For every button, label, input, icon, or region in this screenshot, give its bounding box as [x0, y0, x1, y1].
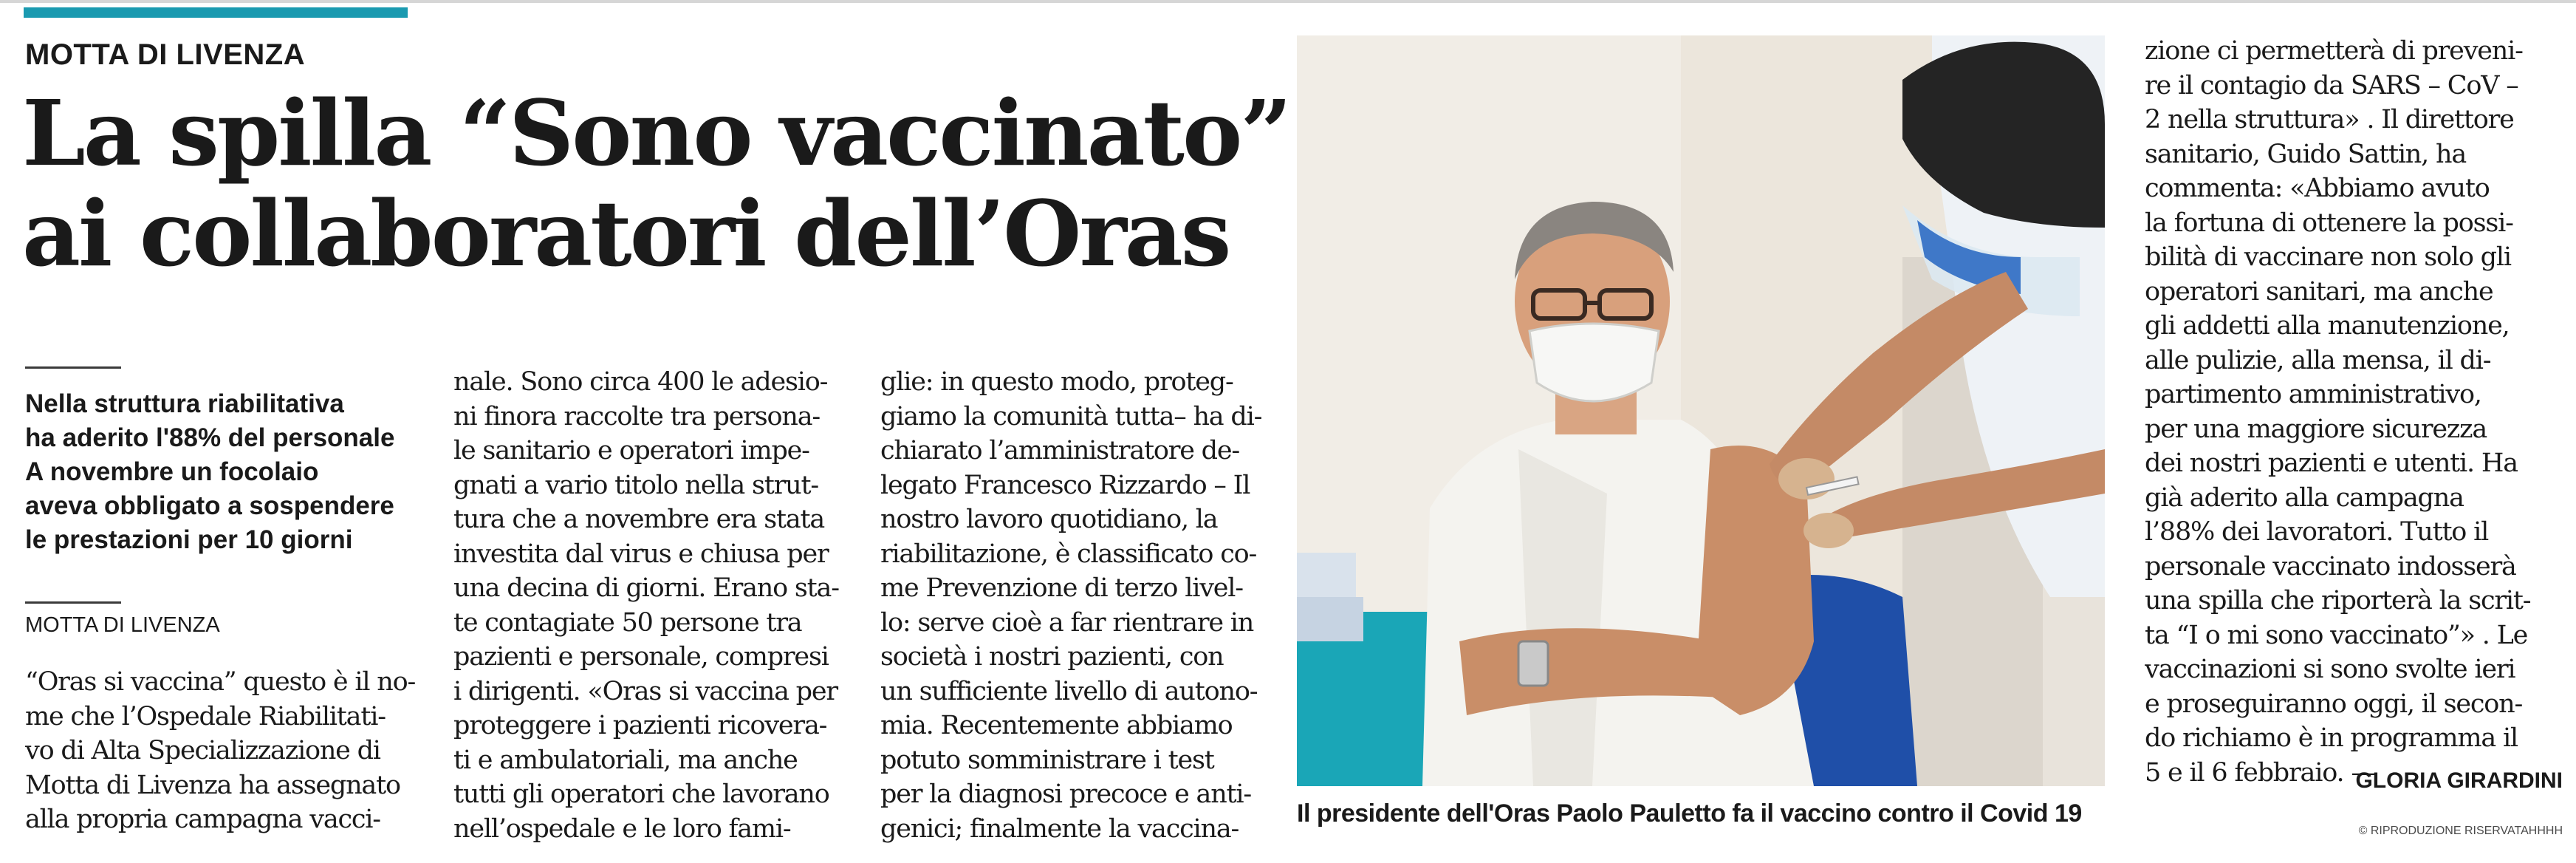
body-line: le sanitario e operatori impe-: [453, 436, 809, 465]
body-line: proteggere i pazienti ricovera-: [453, 711, 827, 740]
summary-line: A novembre un focolaio: [25, 457, 319, 486]
body-line: alla propria campagna vacci-: [25, 805, 380, 834]
body-line: zione ci permetterà di preveni-: [2145, 36, 2523, 66]
photo-caption: Il presidente dell'Oras Paolo Pauletto fa il vaccino contro il Covid 19: [1297, 799, 2082, 828]
body-line: vaccinazioni si sono svolte ieri: [2145, 655, 2515, 684]
body-line: società i nostri pazienti, con: [880, 642, 1224, 672]
article-column-3: [880, 365, 1294, 846]
body-line: Motta di Livenza ha assegnato: [25, 770, 400, 800]
article-column-2: [453, 365, 867, 846]
body-line: giamo la comunità tutta– ha di-: [880, 401, 1262, 432]
article-column-4: [2145, 34, 2563, 790]
body-line: partimento amministrativo,: [2145, 380, 2481, 409]
body-line: te contagiate 50 persone tra: [453, 607, 802, 638]
section-kicker: MOTTA DI LIVENZA: [25, 38, 306, 71]
headline-line-2: ai collaboratori dell’Oras: [22, 180, 1230, 287]
body-line: legato Francesco Rizzardo – Il: [880, 470, 1250, 500]
summary-line: Nella struttura riabilitativa: [25, 389, 344, 418]
summary-line: le prestazioni per 10 giorni: [25, 525, 353, 554]
body-line: ta “I o mi sono vaccinato”» . Le: [2145, 620, 2528, 650]
body-line: chiarato l’amministratore de-: [880, 436, 1240, 465]
body-line: bilità di vaccinare non solo gli: [2145, 242, 2511, 272]
body-line: mia. Recentemente abbiamo: [880, 711, 1233, 740]
body-line: riabilitazione, è classificato co-: [880, 539, 1257, 569]
body-line: pazienti e personale, compresi: [453, 642, 829, 672]
body-line: una decina di giorni. Erano sta-: [453, 573, 839, 603]
dateline: MOTTA DI LIVENZA: [25, 613, 220, 637]
body-line: tutti gli operatori che lavorano: [453, 780, 829, 809]
headline-line-1: La spilla “Sono vaccinato”: [22, 80, 1290, 186]
body-line: dei nostri pazienti e utenti. Ha: [2145, 448, 2518, 478]
body-line: do richiamo è in programma il: [2145, 723, 2518, 753]
body-line: potuto somministrare i test: [880, 745, 1214, 775]
body-line: nostro lavoro quotidiano, la: [880, 505, 1218, 534]
body-line: tura che a novembre era stata: [453, 505, 825, 534]
article-photo: [1297, 35, 2105, 786]
body-line: 2 nella struttura» . Il direttore: [2145, 105, 2514, 134]
body-line: la fortuna di ottenere la possi-: [2145, 208, 2513, 238]
body-line: l’88% dei lavoratori. Tutto il: [2145, 517, 2489, 547]
body-line: “Oras si vaccina” questo è il no-: [25, 667, 416, 697]
body-line: sanitario, Guido Sattin, ha: [2145, 139, 2467, 169]
body-line: me che l’Ospedale Riabilitati-: [25, 701, 386, 731]
body-line: i dirigenti. «Oras si vaccina per: [453, 676, 837, 706]
article-column-1: [25, 665, 439, 837]
summary-line: ha aderito l'88% del personale: [25, 423, 395, 452]
body-line: lo: serve cioè a far rientrare in: [880, 607, 1254, 638]
body-line: investita dal virus e chiusa per: [453, 539, 829, 569]
copyright-notice: © RIPRODUZIONE RISERVATAHHHH: [2358, 825, 2563, 837]
body-line: commenta: «Abbiamo avuto: [2145, 174, 2490, 203]
section-accent-bar: [24, 7, 408, 18]
body-line: 5 e il 6 febbraio. —: [2145, 757, 2377, 788]
author-byline: GLORIA GIRARDINI: [2355, 768, 2563, 793]
summary-line: aveva obbligato a sospendere: [25, 491, 394, 520]
body-line: genici; finalmente la vaccina-: [880, 813, 1239, 844]
body-line: per la diagnosi precoce e anti-: [880, 780, 1252, 809]
body-line: ti e ambulatoriali, ma anche: [453, 745, 798, 775]
body-line: vo di Alta Specializzazione di: [25, 736, 380, 765]
body-line: ni finora raccolte tra persona-: [453, 401, 821, 432]
body-line: per una maggiore sicurezza: [2145, 414, 2487, 444]
body-line: operatori sanitari, ma anche: [2145, 276, 2493, 307]
body-line: un sufficiente livello di autono-: [880, 676, 1258, 706]
body-line: nell’ospedale e le loro fami-: [453, 813, 791, 844]
dateline-rule: [25, 601, 121, 604]
body-line: una spilla che riporterà la scrit-: [2145, 586, 2531, 615]
body-line: gli addetti alla manutenzione,: [2145, 311, 2510, 341]
body-line: personale vaccinato indosserà: [2145, 551, 2516, 581]
body-line: già aderito alla campagna: [2145, 482, 2464, 513]
headline: [22, 80, 1290, 287]
body-line: re il contagio da SARS – CoV –: [2145, 70, 2518, 100]
body-line: gnati a vario titolo nella strut-: [453, 470, 818, 500]
body-line: me Prevenzione di terzo livel-: [880, 573, 1243, 603]
body-line: e proseguiranno oggi, il secon-: [2145, 689, 2523, 719]
summary-block: [25, 387, 439, 557]
summary-rule: [25, 366, 121, 369]
body-line: nale. Sono circa 400 le adesio-: [453, 367, 828, 397]
body-line: glie: in questo modo, proteg-: [880, 367, 1233, 397]
body-line: alle pulizie, alla mensa, il di-: [2145, 345, 2491, 375]
top-rule: [0, 0, 2576, 3]
